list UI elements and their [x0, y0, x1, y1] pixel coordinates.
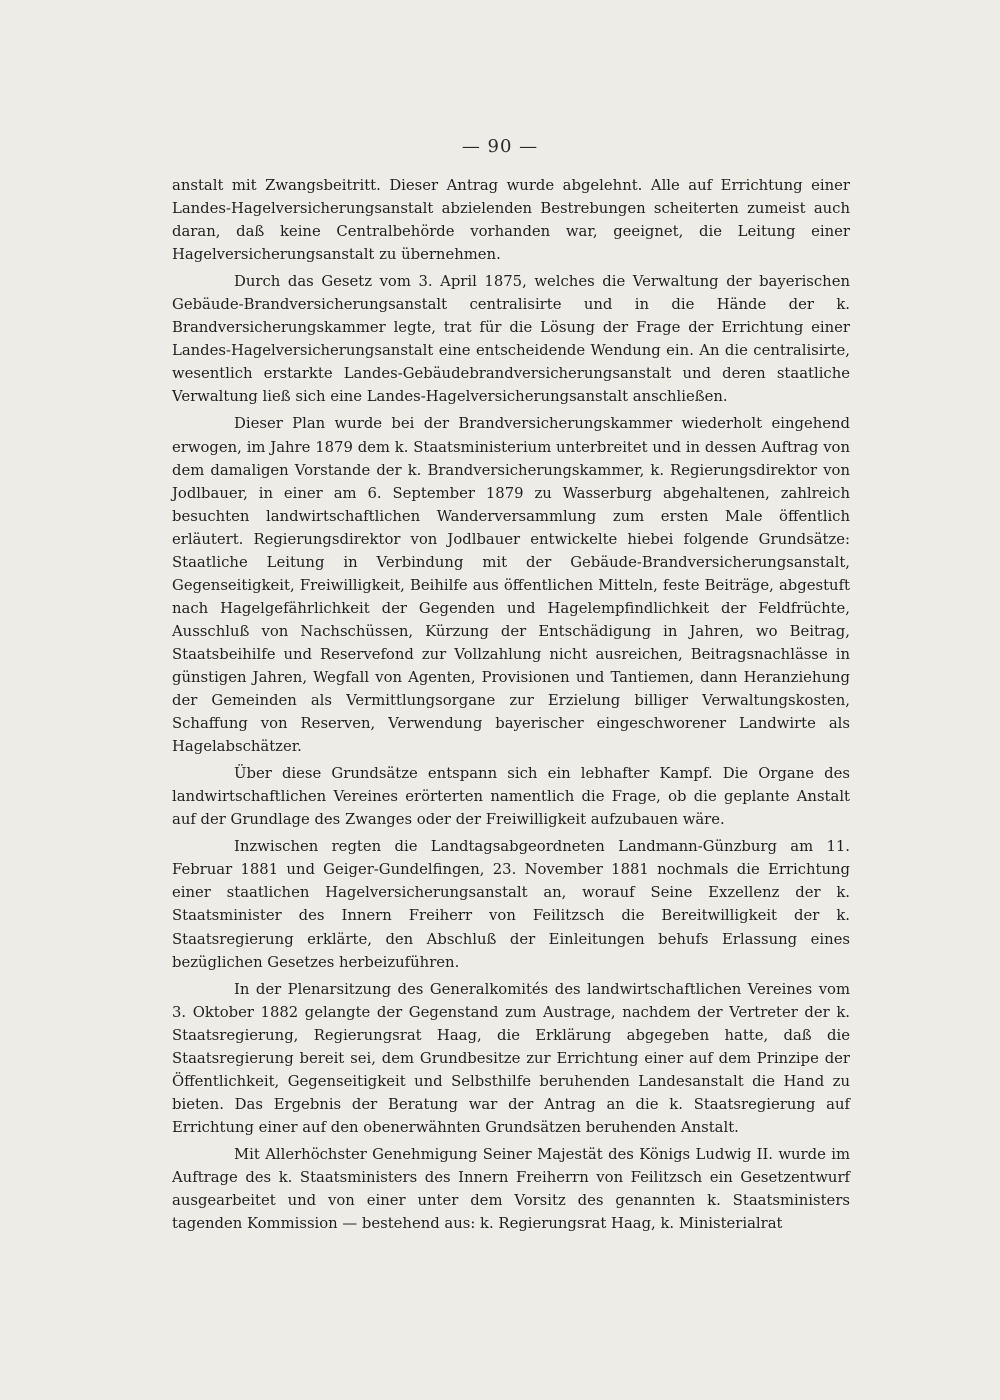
- paragraph-1: anstalt mit Zwangsbeitritt. Dieser Antrag wurde abgelehnt. Alle auf Errichtung einer Landes-Hagelversicherungsanstalt abzielenden Bestrebungen scheiterten zumeist auch daran, daß keine Centralbehörde vorhanden war, geeignet, die Leitung einer Hagelversicherungsanstalt zu übernehmen.: [172, 177, 850, 264]
- paragraph-3: Dieser Plan wurde bei der Brandversicherungskammer wiederholt eingehend erwogen, im Jahre 1879 dem k. Staatsministerium unterbreitet und in dessen Auftrag von dem damaligen Vorstande der k. Brandversicherungskammer, k. Regierungsdirektor von Jodlbauer, in einer am 6. September 1879 zu Wasserburg abgehaltenen, zahlreich besuchten landwirtschaftlichen Wanderversammlung zum ersten Male öffentlich erläutert. Regierungsdirektor von Jodlbauer entwickelte hiebei folgende Grundsätze: Staatliche Leitung in Verbindung mit der Gebäude-Brandversicherungsanstalt, Gegenseitigkeit, Freiwilligkeit, Beihilfe aus öffentlichen Mitteln, feste Beiträge, abgestuft nach Hagelgefährlichkeit der Gegenden und Hagelempfindlichkeit der Feldfrüchte, Ausschluß von Nachschüssen, Kürzung der Entschädigung in Jahren, wo Beitrag, Staatsbeihilfe und Reservefond zur Vollzahlung nicht ausreichen, Beitragsnachlässe in günstigen Jahren, Wegfall von Agenten, Provisionen und Tantiemen, dann Heranziehung der Gemeinden als Vermittlungsorgane zur Erzielung billiger Verwaltungskosten, Schaffung von Reserven, Verwendung bayerischer eingeschworener Landwirte als Hagelabschätzer.: [172, 415, 850, 756]
- paragraph-2: Durch das Gesetz vom 3. April 1875, welches die Verwaltung der bayerischen Gebäude-Brandversicherungsanstalt centralisirte und in die Hände der k. Brandversicherungskammer legte, trat für die Lösung der Frage der Errichtung einer Landes-Hagelversicherungsanstalt eine entscheidende Wendung ein. An die centralisirte, wesentlich erstarkte Landes-Gebäudebrandversicherungsanstalt und deren staatliche Verwaltung ließ sich eine Landes-Hagelversicherungsanstalt anschließen.: [172, 273, 850, 406]
- paragraph-5: Inzwischen regten die Landtagsabgeordneten Landmann-Günzburg am 11. Februar 1881 und Geiger-Gundelfingen, 23. November 1881 nochmals die Errichtung einer staatlichen Hagelversicherungsanstalt an, worauf Seine Exzellenz der k. Staatsminister des Innern Freiherr von Feilitzsch die Bereitwilligkeit der k. Staatsregierung erklärte, den Abschluß der Einleitungen behufs Erlassung eines bezüglichen Gesetzes herbeizuführen.: [172, 838, 850, 971]
- page-number: — 90 —: [461, 136, 539, 157]
- paragraph-4: Über diese Grundsätze entspann sich ein lebhafter Kampf. Die Organe des landwirtschaftlichen Vereines erörterten namentlich die Frage, ob die geplante Anstalt auf der Grundlage des Zwanges oder der Freiwilligkeit aufzubauen wäre.: [172, 765, 850, 829]
- paragraph-7: Mit Allerhöchster Genehmigung Seiner Majestät des Königs Ludwig II. wurde im Auftrage des k. Staatsministers des Innern Freiherrn von Feilitzsch ein Gesetzentwurf ausgearbeitet und von einer unter dem Vorsitz des genannten k. Staatsministers tagenden Kommission — bestehend aus: k. Regierungsrat Haag, k. Ministerialrat: [172, 1145, 850, 1233]
- paragraph-6: In der Plenarsitzung des Generalkomités des landwirtschaftlichen Vereines vom 3. Oktober 1882 gelangte der Gegenstand zum Austrage, nachdem der Vertreter der k. Staatsregierung, Regierungsrat Haag, die Erklärung abgegeben hatte, daß die Staatsregierung bereit sei, dem Grundbesitze zur Errichtung einer auf dem Prinzipe der Öffentlichkeit, Gegenseitigkeit und Selbsthilfe beruhenden Landesanstalt die Hand zu bieten. Das Ergebnis der Beratung war der Antrag an die k. Staatsregierung auf Errichtung einer auf den obenerwähnten Grundsätzen beruhenden Anstalt.: [172, 980, 850, 1136]
- body-text: [172, 174, 850, 1239]
